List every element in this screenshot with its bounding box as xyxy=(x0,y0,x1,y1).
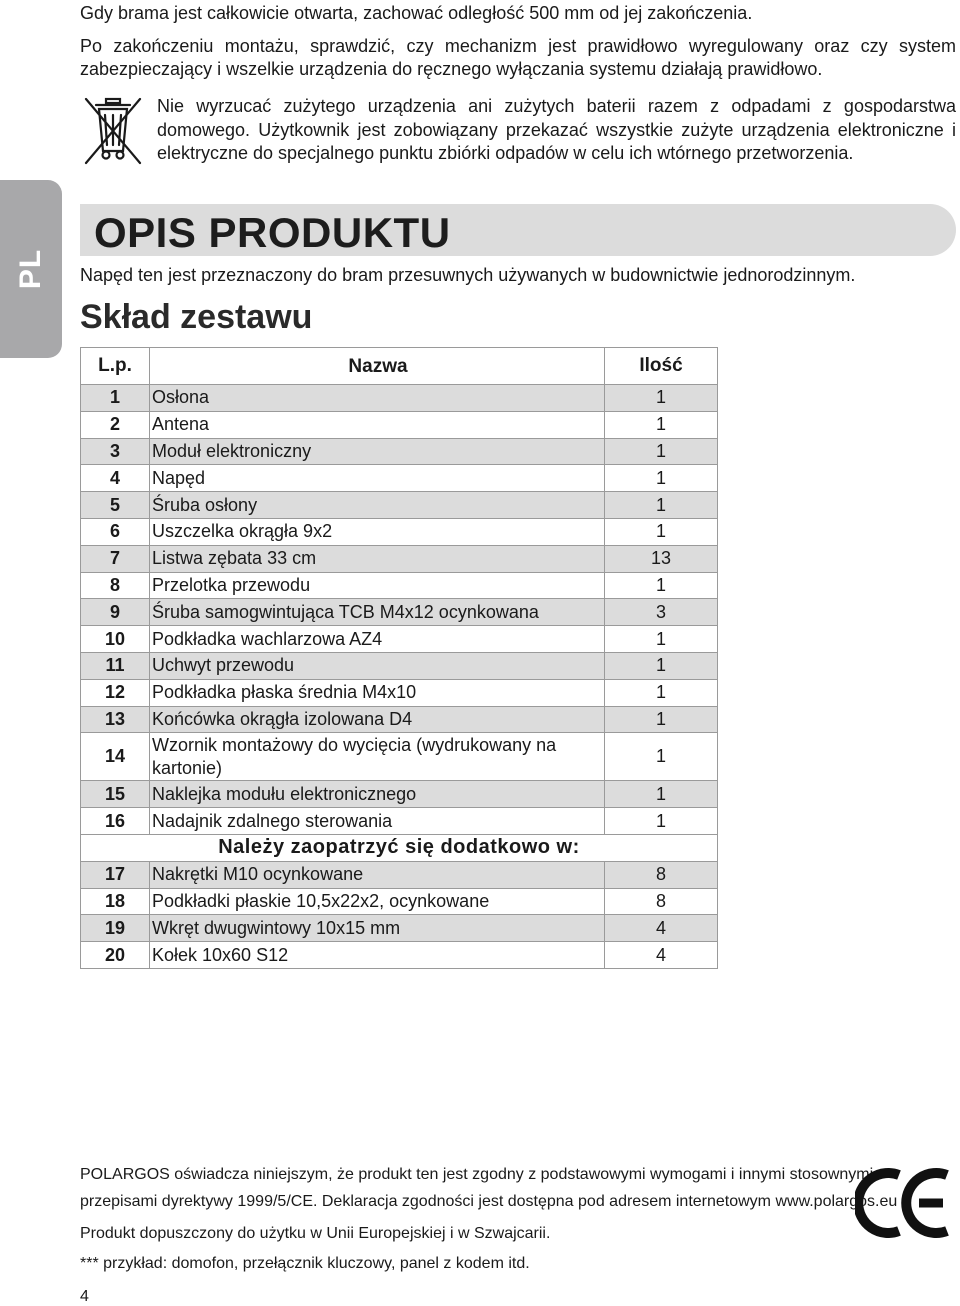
item-name: Śruba samogwintująca TCB M4x12 ocynkowana xyxy=(150,599,605,626)
item-name: Uchwyt przewodu xyxy=(150,652,605,679)
item-quantity: 1 xyxy=(605,385,718,412)
item-quantity: 1 xyxy=(655,746,666,767)
table-row xyxy=(81,599,718,626)
header-name: Nazwa xyxy=(150,348,605,385)
item-name: Moduł elektroniczny xyxy=(150,438,605,465)
table-row xyxy=(81,888,718,915)
section-title: OPIS PRODUKTU xyxy=(94,209,451,256)
additional-items-header: Należy zaopatrzyć się dodatkowo w: xyxy=(81,834,718,861)
item-name: Kołek 10x60 S12 xyxy=(150,942,605,969)
item-number: 4 xyxy=(81,465,150,492)
item-quantity: 1 xyxy=(655,414,666,435)
additional-items-header-row xyxy=(81,834,718,861)
table-row xyxy=(81,545,718,572)
item-number: 13 xyxy=(81,706,150,733)
table-row xyxy=(81,706,718,733)
ce-mark-icon xyxy=(855,1165,955,1241)
item-number: 3 xyxy=(81,438,150,465)
item-name: Listwa zębata 33 cm xyxy=(150,545,605,572)
item-number: 15 xyxy=(81,781,150,808)
item-number: 17 xyxy=(81,861,150,888)
table-row xyxy=(81,781,718,808)
table-row xyxy=(81,733,718,781)
parts-table xyxy=(80,347,718,969)
footnote-example: *** przykład: domofon, przełącznik kluczowy, panel z kodem itd. xyxy=(80,1255,530,1272)
item-name: Wzornik montażowy do wycięcia (wydrukowany na kartonie) xyxy=(150,733,605,781)
table-row xyxy=(81,492,718,519)
item-quantity: 8 xyxy=(655,890,666,911)
header-qty: Ilość xyxy=(605,348,718,385)
item-name: Podkładki płaskie 10,5x22x2, ocynkowane xyxy=(150,888,605,915)
item-name: Nadajnik zdalnego sterowania xyxy=(150,808,605,835)
item-name: Podkładka płaska średnia M4x10 xyxy=(150,679,605,706)
page-number: 4 xyxy=(80,1288,89,1305)
table-row xyxy=(81,385,718,412)
item-name: Nakrętki M10 ocynkowane xyxy=(150,861,605,888)
item-quantity: 1 xyxy=(605,706,718,733)
item-quantity: 1 xyxy=(655,467,666,488)
table-row xyxy=(81,572,718,599)
paragraph-gate-distance: Gdy brama jest całkowicie otwarta, zachować odległość 500 mm od jej zakończenia. xyxy=(80,3,753,23)
conformity-line-2: przepisami dyrektywy 1999/5/CE. Deklaracja zgodności jest dostępna pod adresem internetowym www.polargos.eu xyxy=(80,1193,898,1210)
item-name: Podkładka wachlarzowa AZ4 xyxy=(150,626,605,653)
item-quantity: 1 xyxy=(605,652,718,679)
item-number: 16 xyxy=(81,808,150,835)
conformity-line-1: POLARGOS oświadcza niniejszym, że produkt ten jest zgodny z podstawowymi wymogami i innymi stosownymi xyxy=(80,1166,874,1183)
item-quantity: 1 xyxy=(655,810,666,831)
item-name: Uszczelka okrągła 9x2 xyxy=(150,518,605,545)
item-number: 1 xyxy=(81,385,150,412)
item-number: 5 xyxy=(81,492,150,519)
item-quantity: 1 xyxy=(605,492,718,519)
language-tab-label: PL xyxy=(14,248,47,290)
header-no: L.p. xyxy=(81,348,150,385)
item-number: 6 xyxy=(81,518,150,545)
item-name: Napęd xyxy=(150,465,605,492)
table-row xyxy=(81,942,718,969)
item-quantity: 1 xyxy=(605,438,718,465)
table-row xyxy=(81,861,718,888)
item-number: 11 xyxy=(81,652,150,679)
item-quantity: 4 xyxy=(655,944,666,965)
item-quantity: 1 xyxy=(605,781,718,808)
item-number: 20 xyxy=(81,942,150,969)
item-number: 19 xyxy=(81,915,150,942)
item-name: Wkręt dwugwintowy 10x15 mm xyxy=(150,915,605,942)
table-row xyxy=(81,411,718,438)
item-name: Naklejka modułu elektronicznego xyxy=(150,781,605,808)
table-row xyxy=(81,465,718,492)
item-number: 14 xyxy=(81,733,150,781)
item-quantity: 4 xyxy=(605,915,718,942)
table-row xyxy=(81,438,718,465)
item-quantity: 1 xyxy=(655,574,666,595)
table-row xyxy=(81,652,718,679)
table-row xyxy=(81,915,718,942)
table-row xyxy=(81,808,718,835)
item-name: Przelotka przewodu xyxy=(150,572,605,599)
item-quantity: 1 xyxy=(655,521,666,542)
crossed-out-wheelie-bin-icon xyxy=(82,95,144,167)
item-number: 12 xyxy=(81,679,150,706)
item-number: 7 xyxy=(81,545,150,572)
item-number: 8 xyxy=(81,572,150,599)
item-name: Osłona xyxy=(150,385,605,412)
item-quantity: 13 xyxy=(605,545,718,572)
item-quantity: 1 xyxy=(655,628,666,649)
product-intro: Napęd ten jest przeznaczony do bram przesuwnych używanych w budownictwie jednorodzinnym. xyxy=(80,265,856,285)
section-header-bar xyxy=(80,204,956,256)
language-side-tab xyxy=(0,180,62,358)
paragraph-post-install-check: Po zakończeniu montażu, sprawdzić, czy mechanizm jest prawidłowo wyregulowany oraz czy system zabezpieczający i wszelkie urządzenia do ręcznego wyłączania systemu działają prawidłowo. xyxy=(80,36,956,79)
item-number: 10 xyxy=(81,626,150,653)
item-number: 9 xyxy=(81,599,150,626)
table-row xyxy=(81,518,718,545)
weee-disposal-notice: Nie wyrzucać zużytego urządzenia ani zużytych baterii razem z odpadami z gospodarstwa domowego. Użytkownik jest zobowiązany przekazać wszystkie zużyte urządzenia elektroniczne i elektryczne do specjalnego punktu zbiórki odpadów w celu ich wtórnego przetworzenia. xyxy=(157,96,956,163)
item-quantity: 1 xyxy=(655,682,666,703)
item-name: Antena xyxy=(150,411,605,438)
eu-approval-note: Produkt dopuszczony do użytku w Unii Europejskiej i w Szwajcarii. xyxy=(80,1225,551,1242)
item-number: 2 xyxy=(81,411,150,438)
item-quantity: 3 xyxy=(605,599,718,626)
table-header-row xyxy=(81,348,718,385)
item-quantity: 8 xyxy=(605,861,718,888)
item-name: Śruba osłony xyxy=(150,492,605,519)
table-row xyxy=(81,679,718,706)
table-row xyxy=(81,626,718,653)
item-name: Końcówka okrągła izolowana D4 xyxy=(150,706,605,733)
kit-contents-title: Skład zestawu xyxy=(80,298,313,336)
item-number: 18 xyxy=(81,888,150,915)
